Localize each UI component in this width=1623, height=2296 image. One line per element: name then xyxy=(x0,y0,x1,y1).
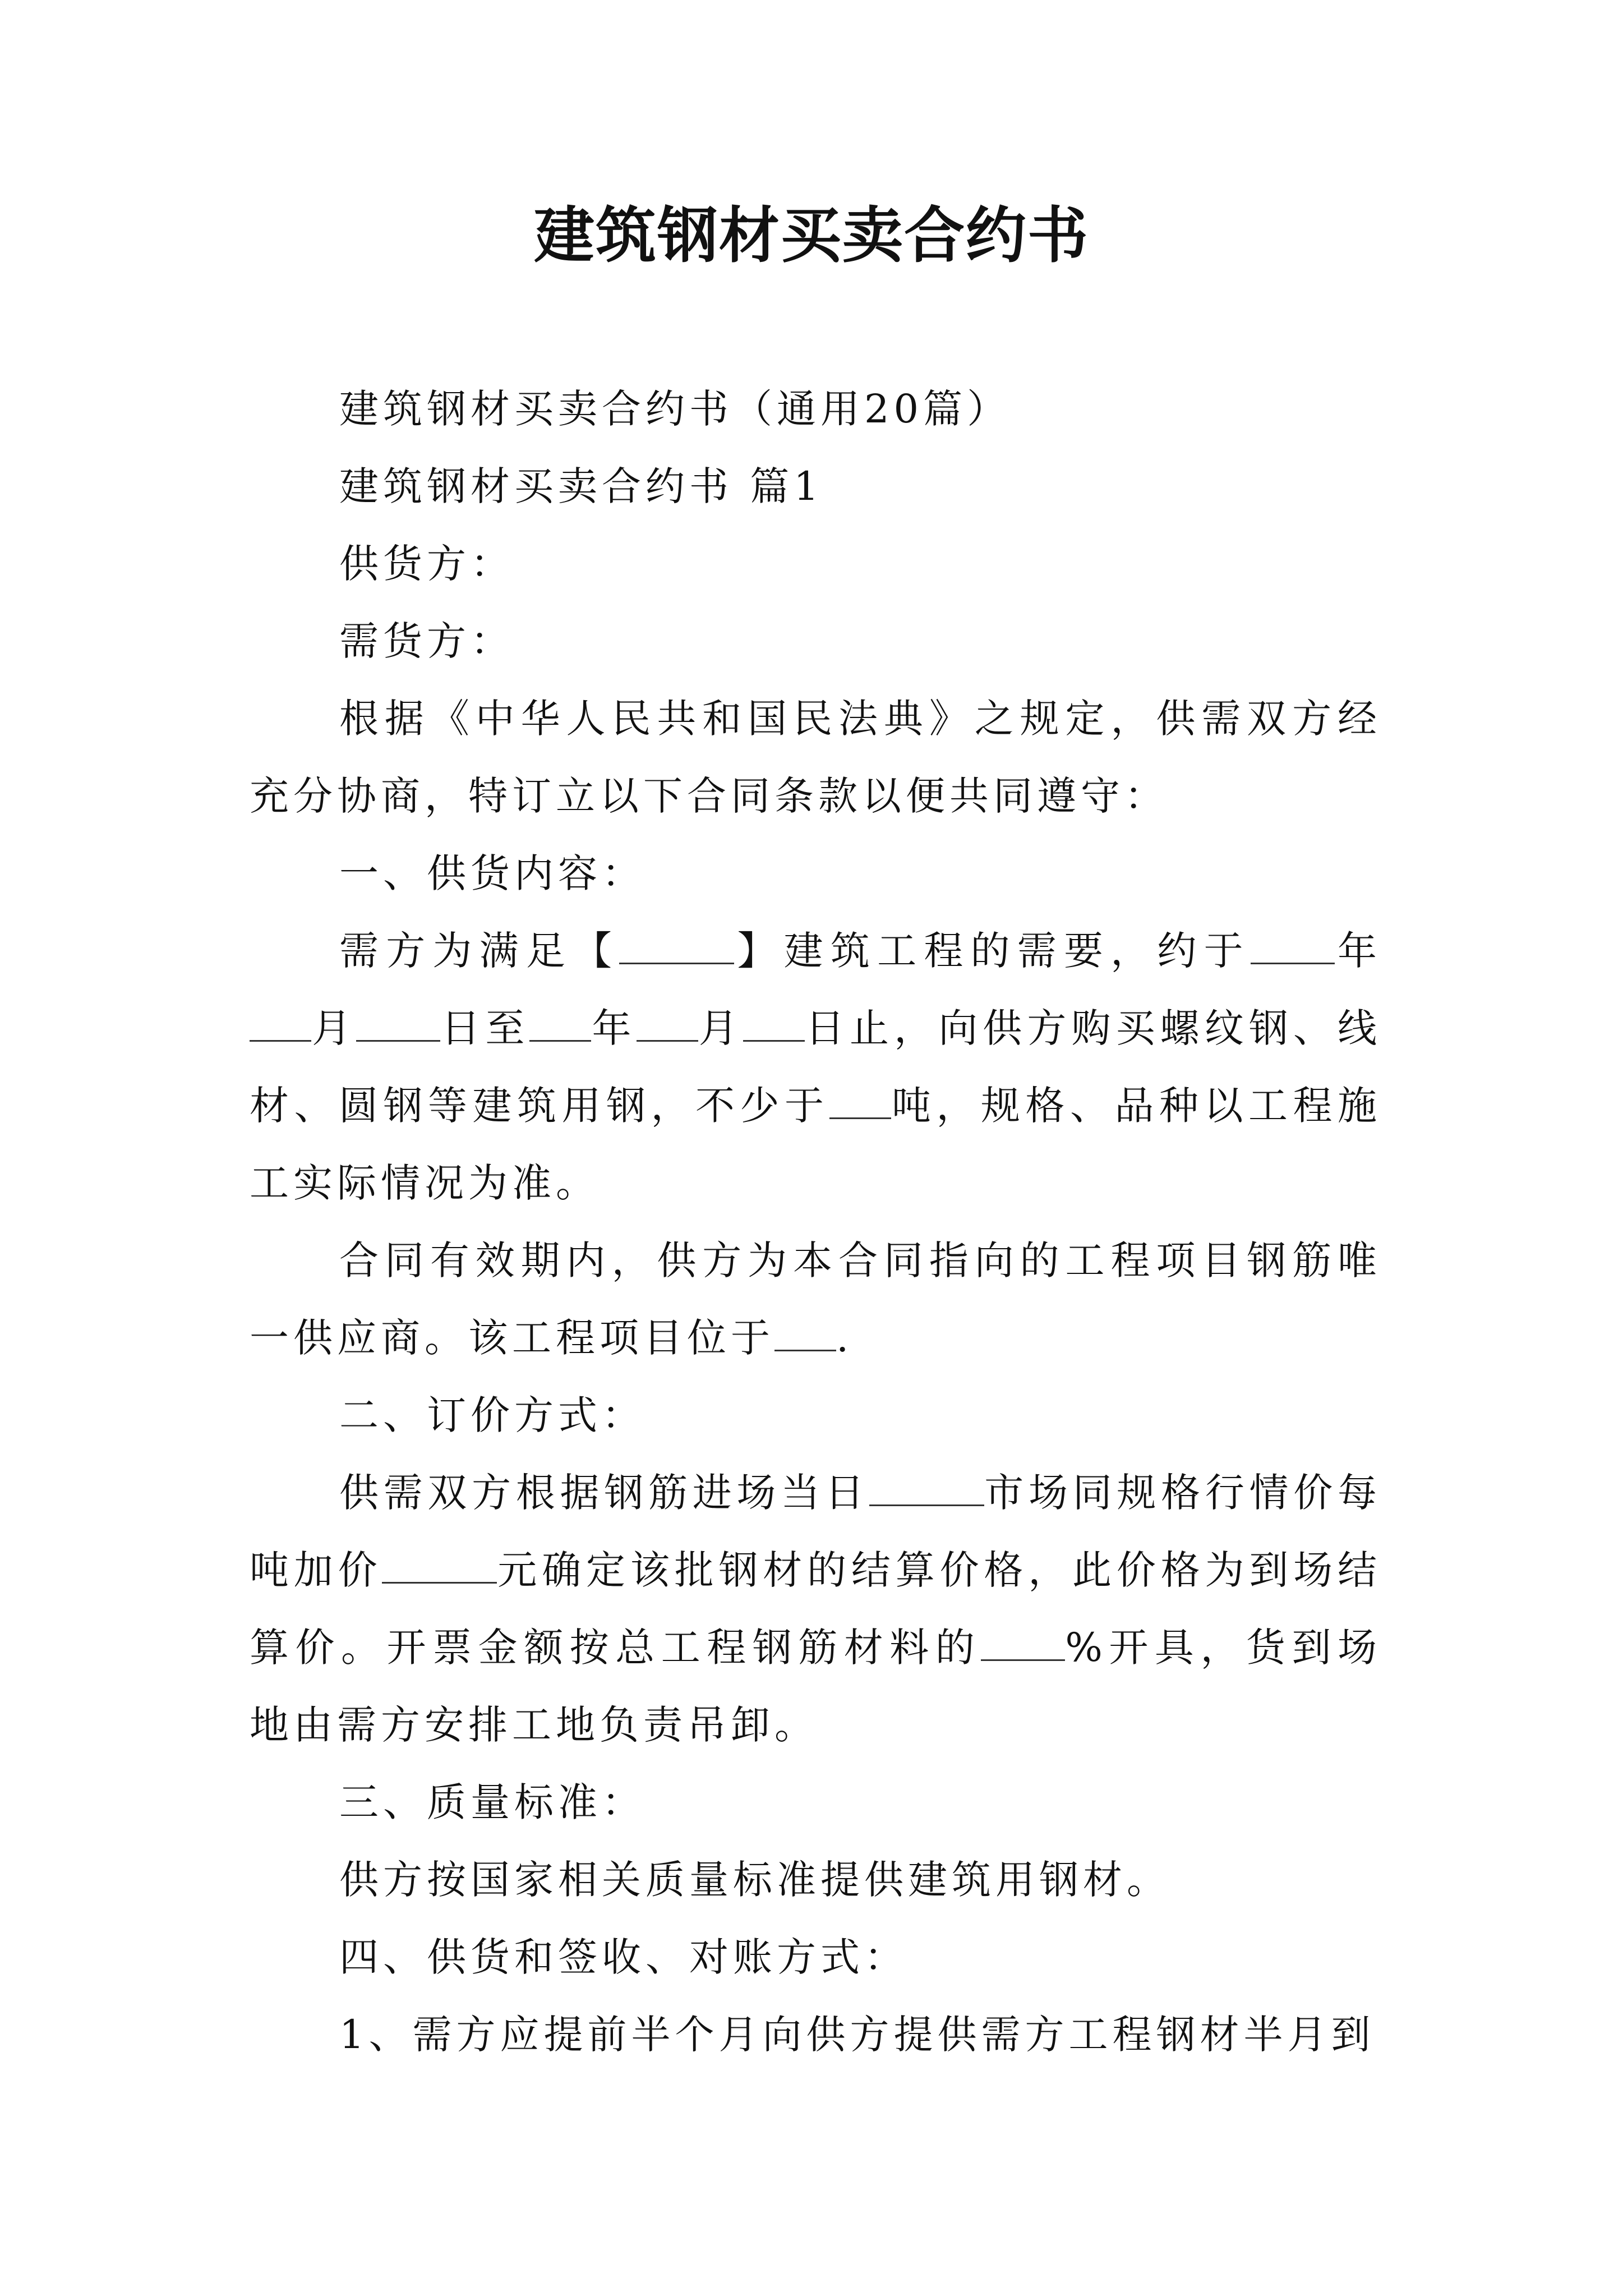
heading-supply-content: 一、供货内容： xyxy=(339,850,645,896)
heading-delivery: 四、供货和签收、对账方式： xyxy=(339,1934,908,1980)
text-fragment: %开具，货到场地由需方安排工地负责吊卸。 xyxy=(250,1625,1382,1748)
heading-quality: 三、质量标准： xyxy=(339,1779,645,1825)
text-fragment: 日至 xyxy=(440,1005,530,1051)
text-fragment: 日止，向供方购买螺纹钢、线材、圆钢等建筑用钢，不少于 xyxy=(250,1005,1382,1129)
text-fragment: 年 xyxy=(1334,928,1382,974)
text-fragment: 】建筑工程的需要，约于 xyxy=(734,928,1251,974)
blank-end-year xyxy=(529,1003,591,1042)
delivery-paragraph: 1、需方应提前半个月向供方提供需方工程钢材半月到 xyxy=(339,2012,1375,2058)
blank-end-month xyxy=(637,1003,698,1042)
text-fragment: 需方为满足【 xyxy=(339,928,620,974)
sole-supplier-paragraph xyxy=(250,1222,1381,1377)
heading-pricing: 二、订价方式： xyxy=(339,1392,645,1438)
blank-start-year xyxy=(1251,926,1335,965)
text-fragment: 吨，规格、品种以工程施工实际情况为准。 xyxy=(250,1083,1381,1206)
pricing-paragraph xyxy=(250,1454,1381,1764)
section-heading: 建筑钢材买卖合约书 篇1 xyxy=(339,463,823,509)
text-fragment: . xyxy=(836,1315,854,1361)
blank-market-date xyxy=(869,1467,984,1507)
blank-end-day xyxy=(743,1003,805,1042)
text-fragment: 月 xyxy=(311,1005,357,1051)
blank-invoice-percent xyxy=(981,1622,1065,1662)
supply-content-paragraph xyxy=(250,912,1381,1222)
subtitle: 建筑钢材买卖合约书（通用20篇） xyxy=(339,386,1011,432)
blank-markup-amount xyxy=(382,1545,497,1584)
blank-project-location xyxy=(774,1313,836,1352)
text-fragment: 市场同规格行情价每吨加价 xyxy=(250,1470,1382,1593)
buyer-label: 需货方： xyxy=(339,618,514,664)
intro-paragraph: 根据《中华人民共和国民法典》之规定，供需双方经充分协商，特订立以下合同条款以便共同遵守： xyxy=(250,696,1381,819)
quality-paragraph: 供方按国家相关质量标准提供建筑用钢材。 xyxy=(339,1857,1170,1903)
blank-project-name xyxy=(619,926,734,965)
text-fragment: 月 xyxy=(698,1005,743,1051)
blank-start-day xyxy=(356,1003,440,1042)
document-body xyxy=(250,370,1381,2073)
blank-tonnage xyxy=(829,1080,891,1120)
document-title: 建筑钢材买卖合约书 xyxy=(533,200,1089,271)
supplier-label: 供货方： xyxy=(339,541,514,587)
blank-start-month xyxy=(250,1003,311,1042)
text-fragment: 元确定该批钢材的结算价格，此价格为到场结算价。开票金额按总工程钢筋材料的 xyxy=(250,1547,1382,1671)
text-fragment: 年 xyxy=(591,1005,637,1051)
text-fragment: 供需双方根据钢筋进场当日 xyxy=(339,1470,869,1516)
text-fragment: 合同有效期内，供方为本合同指向的工程项目钢筋唯一供应商。该工程项目位于 xyxy=(250,1237,1381,1361)
